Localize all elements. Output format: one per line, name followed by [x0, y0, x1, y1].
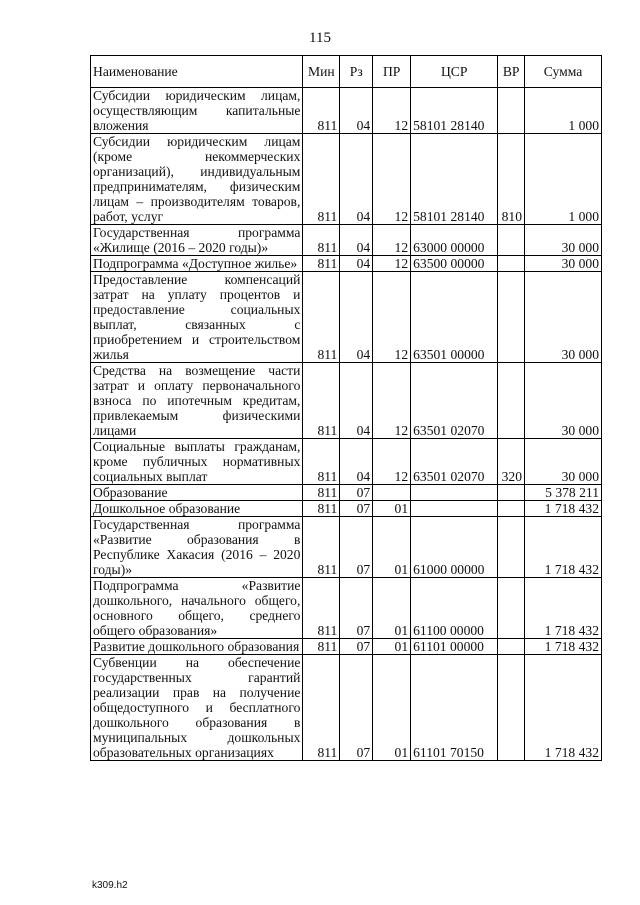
cell-pr: 01: [373, 655, 411, 761]
table-row: [91, 639, 602, 655]
cell-rz: 07: [340, 578, 373, 639]
cell-name: Государственная программа «Развитие образования в Республике Хакасия (2016 – 2020 годы)»: [91, 517, 303, 578]
footer-code: k309.h2: [92, 880, 128, 891]
header-csr: ЦСР: [411, 56, 498, 88]
cell-sum: 30 000: [525, 272, 602, 363]
table-row: [91, 501, 602, 517]
cell-rz: 07: [340, 517, 373, 578]
cell-name: Предоставление компенсаций затрат на уплату процентов и предоставление социальных выплат, связанных с приобретением и строительством жилья: [91, 272, 303, 363]
cell-min: 811: [303, 88, 340, 134]
cell-rz: 07: [340, 485, 373, 501]
cell-pr: 12: [373, 363, 411, 439]
cell-vr: [498, 578, 525, 639]
cell-rz: 04: [340, 225, 373, 256]
cell-csr: [411, 501, 498, 517]
cell-min: 811: [303, 363, 340, 439]
cell-vr: [498, 256, 525, 272]
cell-pr: 12: [373, 134, 411, 225]
page-number: 115: [309, 30, 331, 46]
table-row: [91, 578, 602, 639]
cell-vr: [498, 517, 525, 578]
cell-vr: [498, 501, 525, 517]
cell-pr: 12: [373, 225, 411, 256]
cell-name: Субвенции на обеспечение государственных гарантий реализации прав на получение общедоступного и бесплатного дошкольного образования в муниципальных дошкольных образовательных организациях: [91, 655, 303, 761]
cell-csr: 63000 00000: [411, 225, 498, 256]
cell-min: 811: [303, 655, 340, 761]
cell-sum: 1 000: [525, 134, 602, 225]
cell-sum: 30 000: [525, 225, 602, 256]
table-row: [91, 363, 602, 439]
cell-rz: 04: [340, 134, 373, 225]
cell-rz: 04: [340, 256, 373, 272]
table-row: [91, 88, 602, 134]
header-sum: Сумма: [525, 56, 602, 88]
cell-csr: [411, 485, 498, 501]
cell-min: 811: [303, 485, 340, 501]
header-min: Мин: [303, 56, 340, 88]
cell-min: 811: [303, 225, 340, 256]
cell-sum: 1 718 432: [525, 639, 602, 655]
cell-min: 811: [303, 578, 340, 639]
cell-vr: [498, 88, 525, 134]
cell-min: 811: [303, 272, 340, 363]
cell-name: Социальные выплаты гражданам, кроме публичных нормативных социальных выплат: [91, 439, 303, 485]
cell-vr: [498, 639, 525, 655]
cell-vr: [498, 363, 525, 439]
header-name: Наименование: [91, 56, 303, 88]
cell-sum: 1 718 432: [525, 655, 602, 761]
table-row: [91, 134, 602, 225]
cell-rz: 04: [340, 439, 373, 485]
cell-vr: 320: [498, 439, 525, 485]
cell-sum: 30 000: [525, 363, 602, 439]
cell-pr: 01: [373, 639, 411, 655]
cell-rz: 07: [340, 655, 373, 761]
cell-name: Развитие дошкольного образования: [91, 639, 303, 655]
cell-rz: 07: [340, 501, 373, 517]
cell-rz: 07: [340, 639, 373, 655]
cell-csr: 63501 02070: [411, 363, 498, 439]
cell-name: Субсидии юридическим лицам, осуществляющим капитальные вложения: [91, 88, 303, 134]
cell-pr: 01: [373, 501, 411, 517]
cell-csr: 63501 00000: [411, 272, 498, 363]
table-row: [91, 225, 602, 256]
cell-min: 811: [303, 439, 340, 485]
table-row: [91, 272, 602, 363]
cell-name: Подпрограмма «Развитие дошкольного, начального общего, основного общего, среднего общего образования»: [91, 578, 303, 639]
cell-sum: 1 718 432: [525, 501, 602, 517]
cell-sum: 1 000: [525, 88, 602, 134]
cell-vr: [498, 655, 525, 761]
cell-min: 811: [303, 501, 340, 517]
cell-min: 811: [303, 134, 340, 225]
cell-rz: 04: [340, 363, 373, 439]
cell-csr: 61101 00000: [411, 639, 498, 655]
cell-csr: 58101 28140: [411, 134, 498, 225]
table-row: [91, 256, 602, 272]
cell-pr: 12: [373, 272, 411, 363]
cell-sum: 1 718 432: [525, 517, 602, 578]
cell-name: Субсидии юридическим лицам (кроме некоммерческих организаций), индивидуальным предпринимателям, физическим лицам – производителям товаров, работ, услуг: [91, 134, 303, 225]
cell-min: 811: [303, 517, 340, 578]
cell-vr: [498, 272, 525, 363]
cell-vr: [498, 225, 525, 256]
cell-pr: [373, 485, 411, 501]
header-pr: ПР: [373, 56, 411, 88]
table-body: [91, 88, 602, 761]
cell-pr: 01: [373, 578, 411, 639]
cell-min: 811: [303, 256, 340, 272]
cell-sum: 30 000: [525, 439, 602, 485]
table-row: [91, 485, 602, 501]
cell-vr: [498, 485, 525, 501]
cell-csr: 63500 00000: [411, 256, 498, 272]
cell-pr: 01: [373, 517, 411, 578]
table-row: [91, 517, 602, 578]
cell-sum: 30 000: [525, 256, 602, 272]
cell-name: Дошкольное образование: [91, 501, 303, 517]
table-row: [91, 439, 602, 485]
cell-sum: 5 378 211: [525, 485, 602, 501]
cell-name: Подпрограмма «Доступное жилье»: [91, 256, 303, 272]
header-rz: Рз: [340, 56, 373, 88]
cell-name: Средства на возмещение части затрат и оплату первоначального взноса по ипотечным кредитам, привлекаемым физическими лицами: [91, 363, 303, 439]
cell-pr: 12: [373, 256, 411, 272]
cell-sum: 1 718 432: [525, 578, 602, 639]
cell-pr: 12: [373, 439, 411, 485]
table-row: [91, 655, 602, 761]
cell-vr: 810: [498, 134, 525, 225]
cell-rz: 04: [340, 88, 373, 134]
table-header-row: [91, 56, 602, 88]
budget-table: [90, 55, 602, 761]
cell-pr: 12: [373, 88, 411, 134]
cell-name: Государственная программа «Жилище (2016 – 2020 годы)»: [91, 225, 303, 256]
cell-name: Образование: [91, 485, 303, 501]
cell-csr: 61100 00000: [411, 578, 498, 639]
header-vr: ВР: [498, 56, 525, 88]
cell-csr: 61000 00000: [411, 517, 498, 578]
cell-rz: 04: [340, 272, 373, 363]
cell-csr: 58101 28140: [411, 88, 498, 134]
cell-csr: 61101 70150: [411, 655, 498, 761]
cell-min: 811: [303, 639, 340, 655]
cell-csr: 63501 02070: [411, 439, 498, 485]
